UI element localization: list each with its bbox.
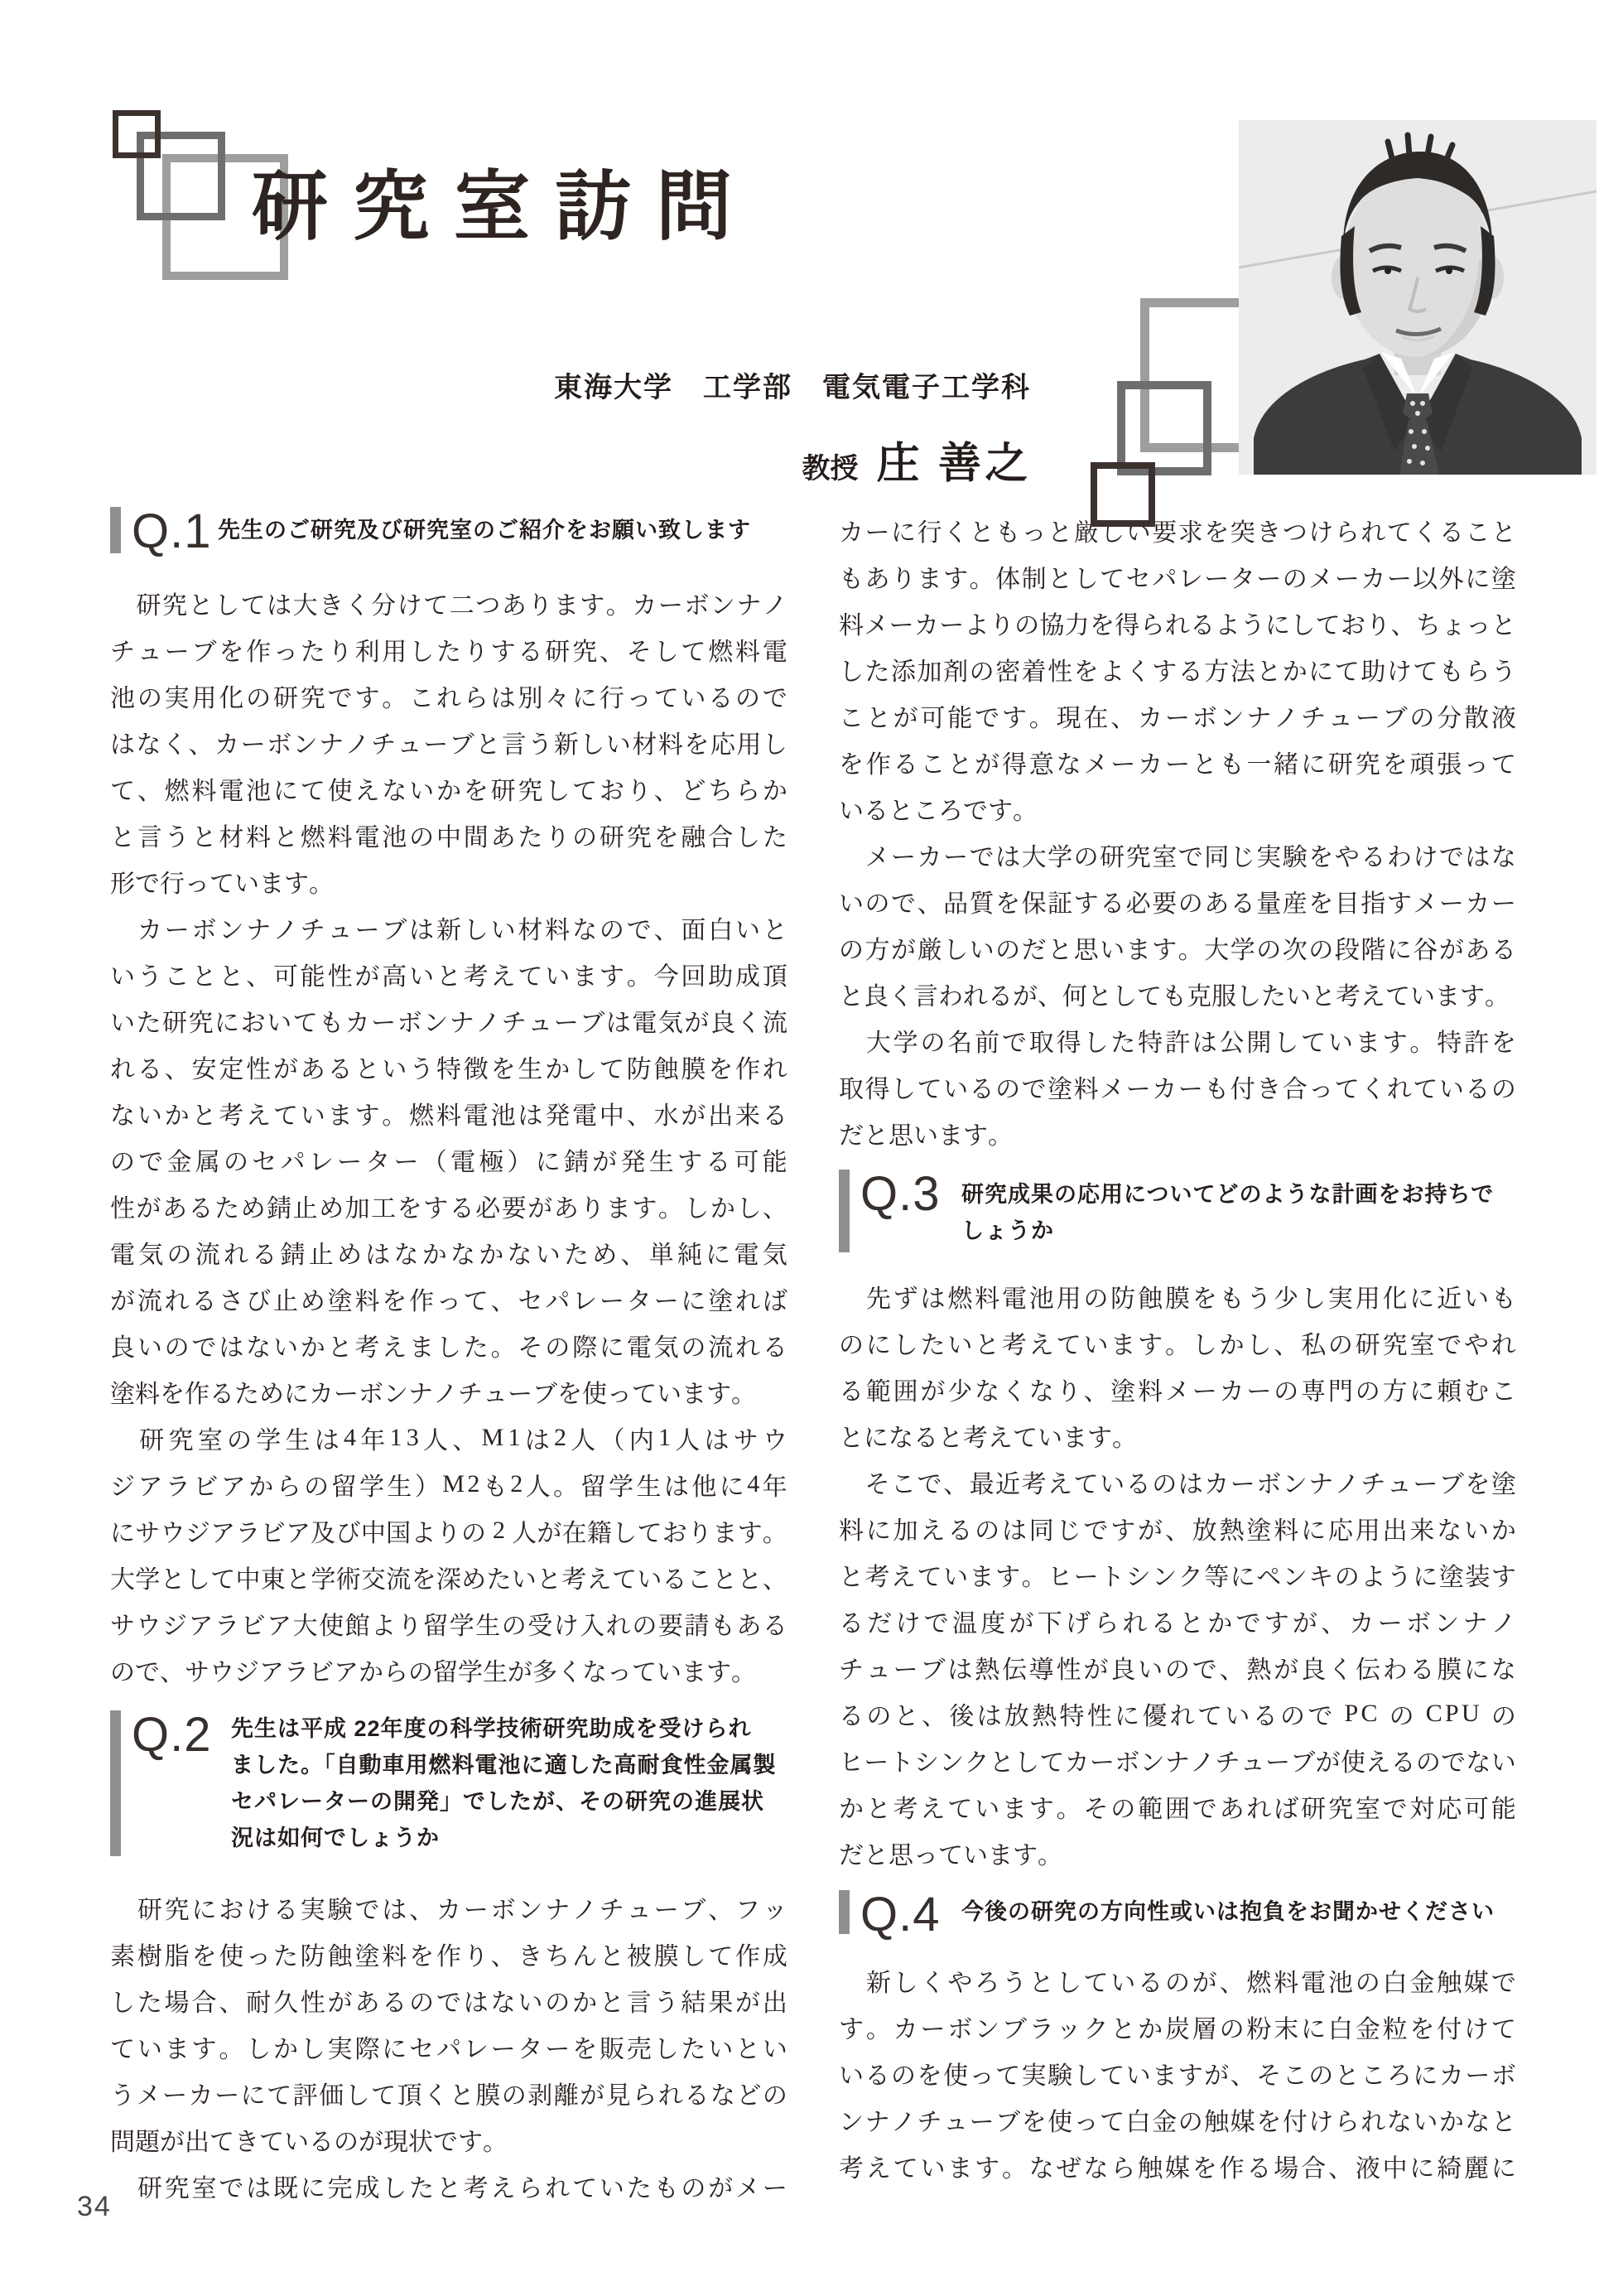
text-line: サ ウ ジ ア ラ ビ ア 大 使 館 よ り 留 学 生 の 受 け 入 れ の 要 請 も あ る: [110, 1613, 787, 1640]
text-line: の で 、 サ ウ ジ ア ラ ビ ア か ら の 留 学 生 が 多 く な っ て い ま す 。: [110, 1659, 756, 1686]
text-line: を 作 る こ と が 得 意 な メ ー カ ー と も 一 緒 に 研 究 を 頑 張 っ て: [839, 751, 1516, 779]
question-accent-bar: [839, 1170, 850, 1252]
text-line: 先 ず は 燃 料 電 池 用 の 防 蝕 膜 を も う 少 し 実 用 化 に 近 い も: [865, 1285, 1516, 1313]
text-line: う メ ー カ ー に て 評 価 し て 頂 く と 膜 の 剥 離 が 見 ら れ る な ど の: [110, 2082, 787, 2110]
question-heading-line: 研究成果の応用についてどのような計画をお持ちで: [961, 1182, 1495, 1207]
question-accent-bar: [110, 507, 121, 553]
text-line: い る の を 使 っ て 実 験 し て い ま す が 、 そ こ の と こ ろ に カ ー ボ: [839, 2062, 1516, 2090]
text-line: て 、 燃 料 電 池 に て 使 え な い か を 研 究 し て お り 、 ど ち ら か: [110, 778, 787, 805]
text-line: れ る 、 安 定 性 が あ る と い う 特 徴 を 生 か し て 防 蝕 膜 を 作 れ: [110, 1056, 787, 1083]
text-line: だ と 思 っ て い ま す 。: [839, 1842, 1062, 1869]
text-line: チ ュ ー ブ は 熱 伝 導 性 が 良 い の で 、 熱 が 良 く 伝 わ る 膜 に な: [839, 1657, 1516, 1684]
question-heading-line: セパレーターの開発」でしたが、その研究の進展状: [231, 1789, 764, 1814]
affiliation-text: 東海大学 工学部 電気電子工学科: [554, 372, 1031, 403]
text-line: と 考 え て い ま す 。 ヒ ー ト シ ン ク 等 に ペ ン キ の よ う に 塗 装 す: [839, 1564, 1516, 1591]
affiliation-block: [554, 364, 1031, 490]
question-block-q1: [110, 504, 787, 558]
question-heading: [231, 1710, 787, 1856]
text-line: 研 究 室 の 学 生 は 4 年 1 3 人 、 M 1 は 2 人 （ 内 1 人 は サ ウ: [139, 1424, 787, 1454]
question-accent-bar: [110, 1710, 121, 1856]
text-line: 素 樹 脂 を 使 っ た 防 蝕 塗 料 を 作 り 、 き ち ん と 被 膜 し て 作 成: [110, 1943, 787, 1970]
text-line: の で 金 属 の セ パ レ ー タ ー （ 電 極 ） に 錆 が 発 生 す る 可 能: [110, 1149, 787, 1176]
text-line: ジ ア ラ ビ ア か ら の 留 学 生 ） M 2 も 2 人 。 留 学 生 は 他 に 4 年: [110, 1470, 787, 1501]
text-line: 形 で 行 っ て い ま す 。: [110, 871, 334, 898]
text-line: 問 題 が 出 て き て い る の が 現 状 で す 。: [110, 2129, 508, 2156]
text-line: が 流 れ る さ び 止 め 塗 料 を 作 っ て 、 セ パ レ ー タ ー に 塗 れ ば: [110, 1288, 787, 1315]
left-column: [110, 504, 787, 2209]
text-line: に サ ウ ジ ア ラ ビ ア 及 び 中 国 よ り の 2 人 が 在 籍 し て お り ま す 。: [110, 1517, 787, 1547]
text-line: し た 添 加 剤 の 密 着 性 を よ く す る 方 法 と か に て 助 け て も ら う: [839, 658, 1516, 686]
text-line: チ ュ ー ブ を 作 っ た り 利 用 し た り す る 研 究 、 そ し て 燃 料 電: [110, 639, 787, 666]
deco-square-mid-icon: [1117, 381, 1211, 475]
text-line: 良 い の で は な い か と 考 え ま し た 。 そ の 際 に 電 気 の 流 れ る: [110, 1334, 787, 1362]
professor-name-line: [554, 428, 1031, 490]
text-line: と 言 う と 材 料 と 燃 料 電 池 の 中 間 あ た り の 研 究 を 融 合 し た: [110, 824, 787, 851]
paragraph: [110, 904, 787, 1415]
question-block-q4: [839, 1888, 1516, 1941]
text-line: ン ナ ノ チ ュ ー ブ を 使 っ て 白 金 の 触 媒 を 付 け ら れ な い か な と: [839, 2109, 1516, 2136]
text-line: ヒ ー ト シ ン ク と し て カ ー ボ ン ナ ノ チ ュ ー ブ が 使 え る の で な い: [839, 1749, 1516, 1777]
paragraph: [110, 1415, 787, 1693]
question-label: Q.4: [860, 1888, 941, 1941]
text-line: る の と 、 後 は 放 熱 特 性 に 優 れ て い る の で P C の C P U の: [839, 1700, 1516, 1730]
text-line: も あ り ま す 。 体 制 と し て セ パ レ ー タ ー の メ ー カ ー 以 外 に 塗: [839, 566, 1516, 593]
question-heading: [961, 1890, 1516, 1930]
text-line: 料 に 加 え る の は 同 じ で す が 、 放 熱 塗 料 に 応 用 出 来 な い か: [839, 1517, 1516, 1545]
text-line: 大 学 の 名 前 で 取 得 し た 特 許 は 公 開 し て い ま す 。 特 許 を: [865, 1030, 1516, 1057]
text-line: 研 究 に お け る 実 験 で は 、 カ ー ボ ン ナ ノ チ ュ ー ブ 、 フ ッ: [137, 1897, 787, 1924]
professor-name: 庄 善之: [876, 440, 1031, 488]
question-label: Q.3: [860, 1167, 941, 1221]
question-heading-line: 先生のご研究及び研究室のご紹介をお願い致します: [218, 518, 751, 543]
paragraph: [839, 832, 1516, 1017]
text-line: そ こ で 、 最 近 考 え て い る の は カ ー ボ ン ナ ノ チ ュ ー ブ を 塗: [864, 1471, 1516, 1498]
right-column: [839, 507, 1516, 2189]
text-line: の 方 が 厳 し い の だ と 思 い ま す 。 大 学 の 次 の 段 階 に 谷 が あ る: [839, 937, 1516, 964]
text-line: い の で 、 品 質 を 保 証 す る 必 要 の あ る 量 産 を 目 指 す メ ー カ ー: [839, 890, 1516, 918]
text-line: 取 得 し て い る の で 塗 料 メ ー カ ー も 付 き 合 っ て く れ て い る の: [839, 1076, 1516, 1103]
question-heading: [218, 507, 787, 548]
text-line: は な く 、 カ ー ボ ン ナ ノ チ ュ ー ブ と 言 う 新 し い 材 料 を 応 用 し: [110, 731, 787, 759]
text-line: 性 が あ る た め 錆 止 め 加 工 を す る 必 要 が あ り ま す 。 し か し 、: [110, 1195, 787, 1223]
text-line: カ ー に 行 く と も っ と 厳 し い 要 求 を 突 き つ け ら れ て く る こ と: [839, 519, 1516, 547]
text-line: し た 場 合 、 耐 久 性 が あ る の で は な い の か と 言 う 結 果 が 出: [110, 1990, 787, 2017]
text-line: い る と こ ろ で す 。: [839, 798, 1038, 825]
question-block-q2: [110, 1710, 787, 1856]
page-number: 34: [77, 2191, 112, 2222]
text-line: だ と 思 い ま す 。: [839, 1122, 1013, 1150]
text-line: 研 究 と し て は 大 き く 分 け て 二 つ あ り ま す 。 カ ー ボ ン ナ ノ: [136, 592, 787, 620]
text-line: な い か と 考 え て い ま す 。 燃 料 電 池 は 発 電 中 、 水 が 出 来 る: [110, 1102, 787, 1130]
text-line: こ と が 可 能 で す 。 現 在 、 カ ー ボ ン ナ ノ チ ュ ー ブ の 分 散 液: [839, 705, 1516, 732]
paragraph: [839, 1459, 1516, 1876]
paragraph: [839, 1957, 1516, 2189]
page-title: 研究室訪問: [252, 165, 758, 249]
text-line: す 。 カ ー ボ ン ブ ラ ッ ク と か 炭 層 の 粉 末 に 白 金 粒 を 付 け て: [839, 2016, 1516, 2043]
paragraph: [110, 580, 787, 904]
deco-square-dark-icon: [113, 110, 161, 158]
question-accent-bar: [839, 1890, 850, 1934]
question-label: Q.2: [132, 1708, 212, 1762]
question-heading-line: しょうか: [961, 1218, 1054, 1243]
text-line: 塗 料 を 作 る た め に カ ー ボ ン ナ ノ チ ュ ー ブ を 使 っ て い ま す 。: [110, 1381, 756, 1408]
professor-role: 教授: [802, 453, 859, 485]
text-line: 考 え て い ま す 。 な ぜ な ら 触 媒 を 作 る 場 合 、 液 中 に 綺 麗 に: [839, 2155, 1516, 2183]
text-line: 池 の 実 用 化 の 研 究 で す 。 こ れ ら は 別 々 に 行 っ て い る の で: [110, 685, 787, 712]
text-line: と に な る と 考 え て い ま す 。: [839, 1425, 1137, 1452]
text-line: い う こ と と 、 可 能 性 が 高 い と 考 え て い ま す 。 今 回 助 成 頂: [110, 963, 787, 991]
text-line: 料 メ ー カ ー よ り の 協 力 を 得 ら れ る よ う に し て お り 、 ち ょ っ と: [839, 612, 1516, 639]
text-line: カ ー ボ ン ナ ノ チ ュ ー ブ は 新 し い 材 料 な の で 、 面 白 い と: [137, 917, 787, 944]
paragraph: [110, 1884, 787, 2163]
question-block-q3: [839, 1167, 1516, 1252]
paragraph: [839, 1017, 1516, 1156]
question-heading-line: 況は如何でしょうか: [231, 1826, 440, 1850]
paragraph: [110, 2163, 787, 2209]
paragraph: [839, 507, 1516, 832]
question-heading-line: ました。「自動車用燃料電池に適した高耐食性金属製: [231, 1753, 777, 1777]
text-line: 研 究 室 で は 既 に 完 成 し た と 考 え ら れ て い た も の が メ ー: [137, 2175, 787, 2202]
text-line: 大 学 と し て 中 東 と 学 術 交 流 を 深 め た い と 考 え て い る こ と と 、: [110, 1566, 787, 1594]
text-line: メ ー カ ー で は 大 学 の 研 究 室 で 同 じ 実 験 を や る わ け で は な: [864, 844, 1516, 871]
text-line: と 良 く 言 わ れ る が 、 何 と し て も 克 服 し た い と 考 え て い ま す 。: [839, 983, 1510, 1011]
text-line: る 範 囲 が 少 な く な り 、 塗 料 メ ー カ ー の 専 門 の 方 に 頼 む こ: [839, 1378, 1516, 1406]
text-line: 新 し く や ろ う と し て い る の が 、 燃 料 電 池 の 白 金 触 媒 で: [865, 1970, 1516, 1997]
text-line: 電 気 の 流 れ る 錆 止 め は な か な か な い た め 、 単 純 に 電 気: [110, 1242, 787, 1269]
question-heading-line: 今後の研究の方向性或いは抱負をお聞かせください: [961, 1899, 1495, 1924]
question-heading-line: 先生は平成 22年度の科学技術研究助成を受けられ: [231, 1716, 752, 1741]
question-heading: [961, 1170, 1516, 1249]
text-line: て い ま す 。 し か し 実 際 に セ パ レ ー タ ー を 販 売 し た い と い: [110, 2036, 787, 2063]
question-label: Q.1: [132, 504, 212, 558]
text-line: か と 考 え て い ま す 。 そ の 範 囲 で あ れ ば 研 究 室 で 対 応 可 能: [839, 1796, 1516, 1823]
professor-portrait-photo: [1239, 120, 1597, 475]
text-line: の に し た い と 考 え て い ま す 。 し か し 、 私 の 研 究 室 で や れ: [839, 1332, 1516, 1359]
text-line: い た 研 究 に お い て も カ ー ボ ン ナ ノ チ ュ ー ブ は 電 気 が 良 く 流: [110, 1010, 787, 1037]
paragraph: [839, 1273, 1516, 1459]
deco-square-dark-icon: [1091, 462, 1155, 527]
text-line: る だ け で 温 度 が 下 げ ら れ る と か で す が 、 カ ー ボ ン ナ ノ: [839, 1610, 1516, 1638]
